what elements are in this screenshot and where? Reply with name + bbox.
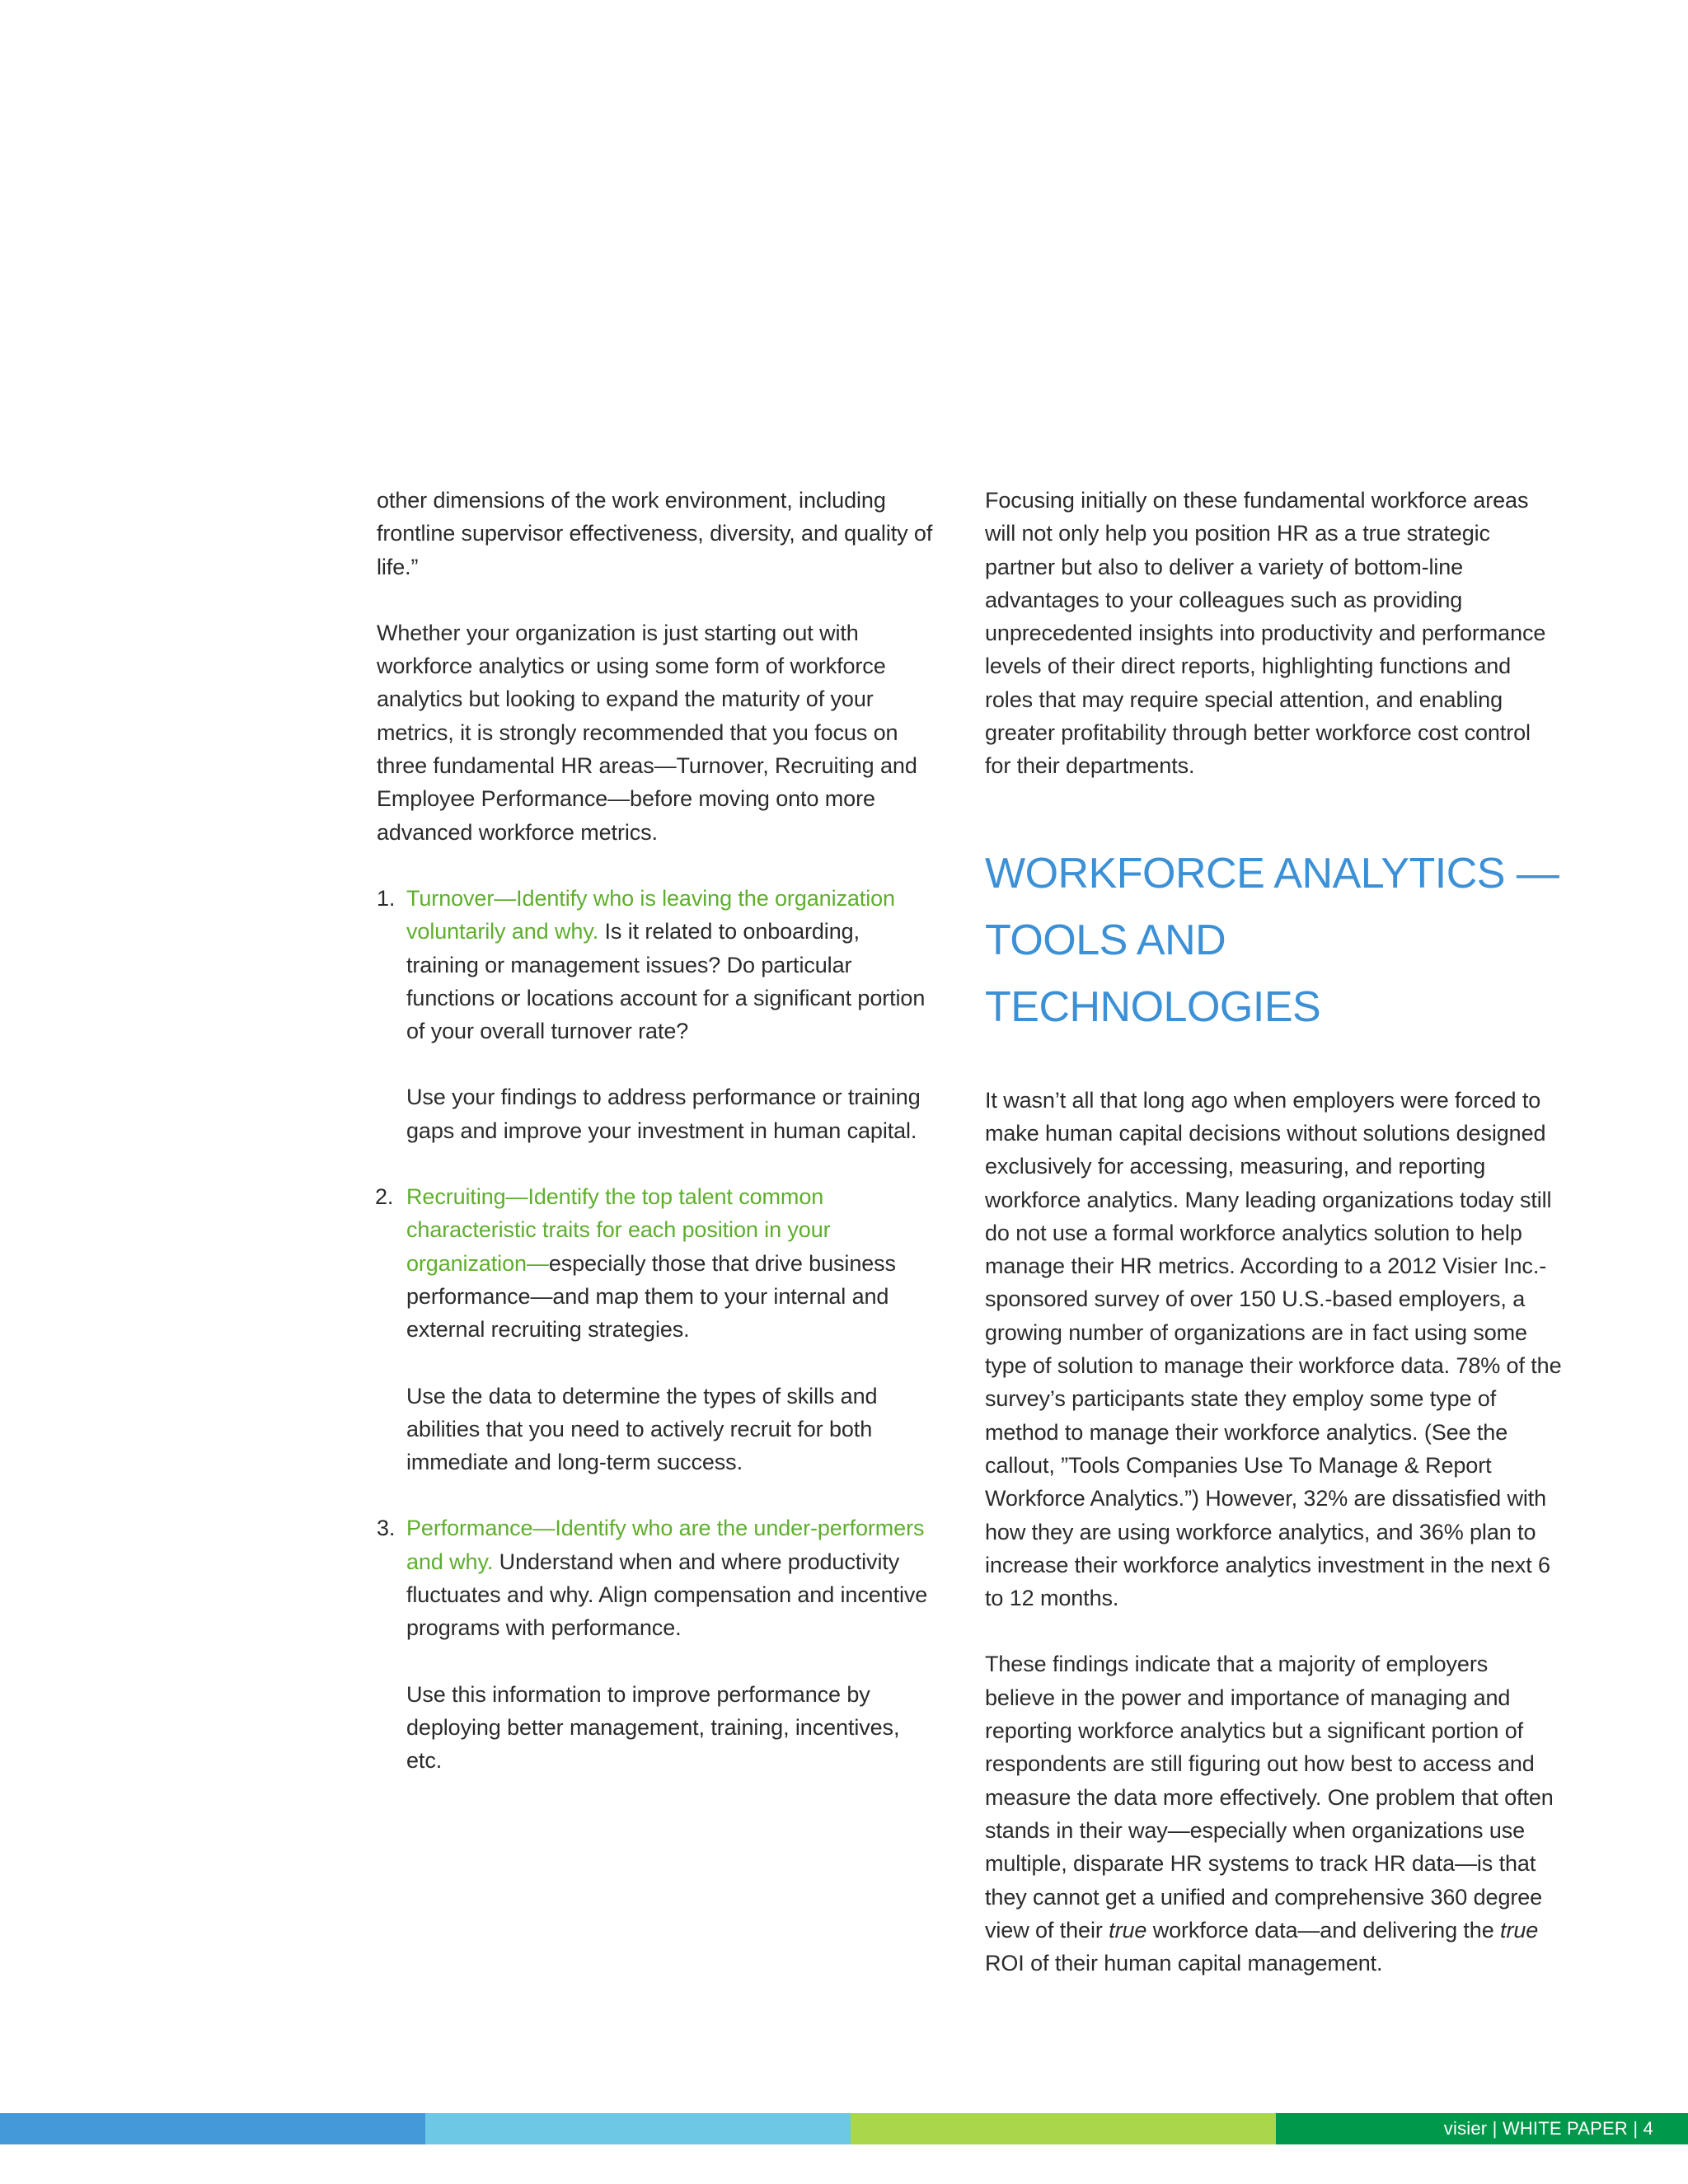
- list-item-highlight: Recruiting—Identify the top talent common characteristic traits for each position in your organization—: [406, 1184, 831, 1276]
- list-item: [377, 1180, 937, 1346]
- paragraph: other dimensions of the work environment, including frontline supervisor effectiveness, diversity, and quality of life.”: [377, 488, 933, 579]
- emphasis: true: [1109, 1917, 1147, 1943]
- text-run: workforce data—and delivering the: [1146, 1917, 1501, 1943]
- paragraph: Focusing initially on these fundamental workforce areas will not only help you position HR as a true strategic partner but also to deliver a variety of bottom-line advantages to your colleagues such as providing unprecedented insights into productivity and performance levels of their direct reports, highlighting functions and roles that may require special attention, and enabling greater profitability through better workforce cost control for their departments.: [985, 488, 1546, 779]
- text-run: ROI of their human capital management.: [985, 1951, 1383, 1976]
- section-heading-line: WORKFORCE ANALYTICS —: [985, 849, 1559, 898]
- footer-text: visier | WHITE PAPER | 4: [1443, 2118, 1653, 2139]
- text-run: These findings indicate that a majority of employers believe in the power and importance of managing and reporting workforce analytics but a significant portion of respondents are still figuring out how best to access and measure the data more effectively. One problem that often stands in their way—especially when organizations use multiple, disparate HR systems to track HR data—is that they cannot get a unified and comprehensive 360 degree view of their: [985, 1652, 1554, 1943]
- list-item: [377, 882, 937, 1047]
- list-item-text: Understand when and where productivity fluctuates and why. Align compensation and incentive programs with performance.: [406, 1549, 928, 1641]
- section-heading-line: TOOLS AND TECHNOLOGIES: [985, 916, 1321, 1031]
- list-number: 2.: [375, 1184, 394, 1210]
- footer-bar: [0, 2113, 1688, 2144]
- list-item-followup: Use your findings to address performance or training gaps and improve your investment in human capital.: [406, 1085, 921, 1143]
- list-item-followup: Use this information to improve performance by deploying better management, training, incentives, etc.: [406, 1681, 900, 1774]
- list-number: 3.: [377, 1516, 396, 1541]
- list-item-text: especially those that drive business performance—and map them to your internal and external recruiting strategies.: [406, 1250, 896, 1343]
- paragraph: Whether your organization is just starting out with workforce analytics or using some form of workforce analytics but looking to expand the maturity of your metrics, it is strongly recommended that you focus on three fundamental HR areas—Turnover, Recruiting and Employee Performance—before moving onto more advanced workforce metrics.: [377, 620, 917, 845]
- list-item-highlight: Performance—Identify who are the under-performers and why.: [406, 1516, 925, 1574]
- paragraph: It wasn’t all that long ago when employers were forced to make human capital decisions without solutions designed exclusively for accessing, measuring, and reporting workforce analytics. Many leading organizations today still do not use a formal workforce analytics solution to help manage their HR metrics. According to a 2012 Visier Inc.-sponsored survey of over 150 U.S.-based employers, a growing number of organizations are in fact using some type of solution to manage their workforce data. 78% of the survey’s participants state they employ some type of method to manage their workforce analytics. (See the callout, ”Tools Companies Use To Manage & Report Workforce Analytics.”) However, 32% are dissatisfied with how they are using workforce analytics, and 36% plan to increase their workforce analytics investment in the next 6 to 12 months.: [985, 1087, 1562, 1611]
- list-number: 1.: [377, 885, 396, 911]
- list-item-highlight: Turnover—Identify who is leaving the organization voluntarily and why.: [406, 885, 895, 944]
- left-column: [377, 484, 937, 1778]
- footer-bar-light-blue: [425, 2113, 851, 2144]
- emphasis: true: [1500, 1917, 1539, 1943]
- list-item-followup: Use the data to determine the types of skills and abilities that you need to actively recruit for both immediate and long-term success.: [406, 1383, 878, 1475]
- list-item: [377, 1511, 937, 1644]
- paragraph: [985, 1647, 1562, 1980]
- list-item-text: Is it related to onboarding, training or management issues? Do particular functions or locations account for a significant portion of your overall turnover rate?: [406, 919, 926, 1044]
- footer-bar-lime: [851, 2113, 1276, 2144]
- right-column: [985, 484, 1562, 1980]
- footer-bar-blue: [0, 2113, 425, 2144]
- section-heading: [985, 841, 1562, 1041]
- footer-bar-green: [1276, 2113, 1688, 2144]
